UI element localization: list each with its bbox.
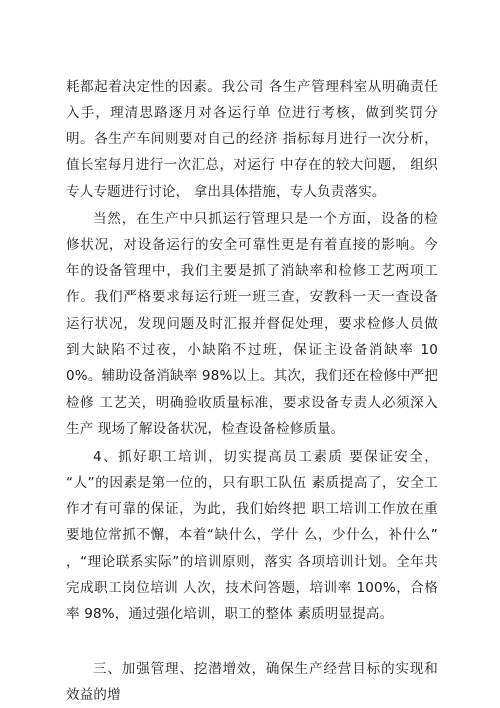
paragraph-1: 耗都起着决定性的因素。我公司 各生产管理科室从明确责任入手，理清思路逐月对各运行单 位进行考核，做到奖罚分明。各生产车间则要对自己的经济 指标每月进行一次分析，值长室每月进行一次汇总，对运行 中存在的较大问题， 组织专人专题进行讨论， 拿出具体措施，专人负责落实。 (66, 74, 438, 205)
paragraph-3: 4、抓好职工培训，切实提高员工素质 要保证安全， “人”的因素是第一位的，只有职工队伍 素质提高了，安全工作才有可靠的保证，为此，我们始终把 职工培训工作放在重要地位常抓不懈，本着“缺什么，学什 么，少什么，补什么” ，“理论联系实际”的培训原则，落实 各项培训计划。全年共完成职工岗位培训 人次，技术问答题，培训率 100%，合格率 98%，通过强化培训，职工的整体 素质明显提高。 (66, 444, 438, 628)
paragraph-4: 三、加强管理、挖潜增效，确保生产经营目标的实现和 效益的增 (66, 656, 438, 708)
paragraph-2: 当然，在生产中只抓运行管理只是一个方面，设备的检 修状况，对设备运行的安全可靠性更是有着直接的影响。今 年的设备管理中，我们主要是抓了消缺率和检修工艺两项工 作。我们严格要求每运行班一班三查，安教科一天一查设备 运行状况，发现问题及时汇报并督促处理，要求检修人员做 到大缺陷不过夜，小缺陷不过班，保证主设备消缺率 100%。辅助设备消缺率 98%以上。其次，我们还在检修中严把检修 工艺关，明确验收质量标准，要求设备专责人必须深入生产 现场了解设备状况，检查设备检修质量。 (66, 206, 438, 443)
